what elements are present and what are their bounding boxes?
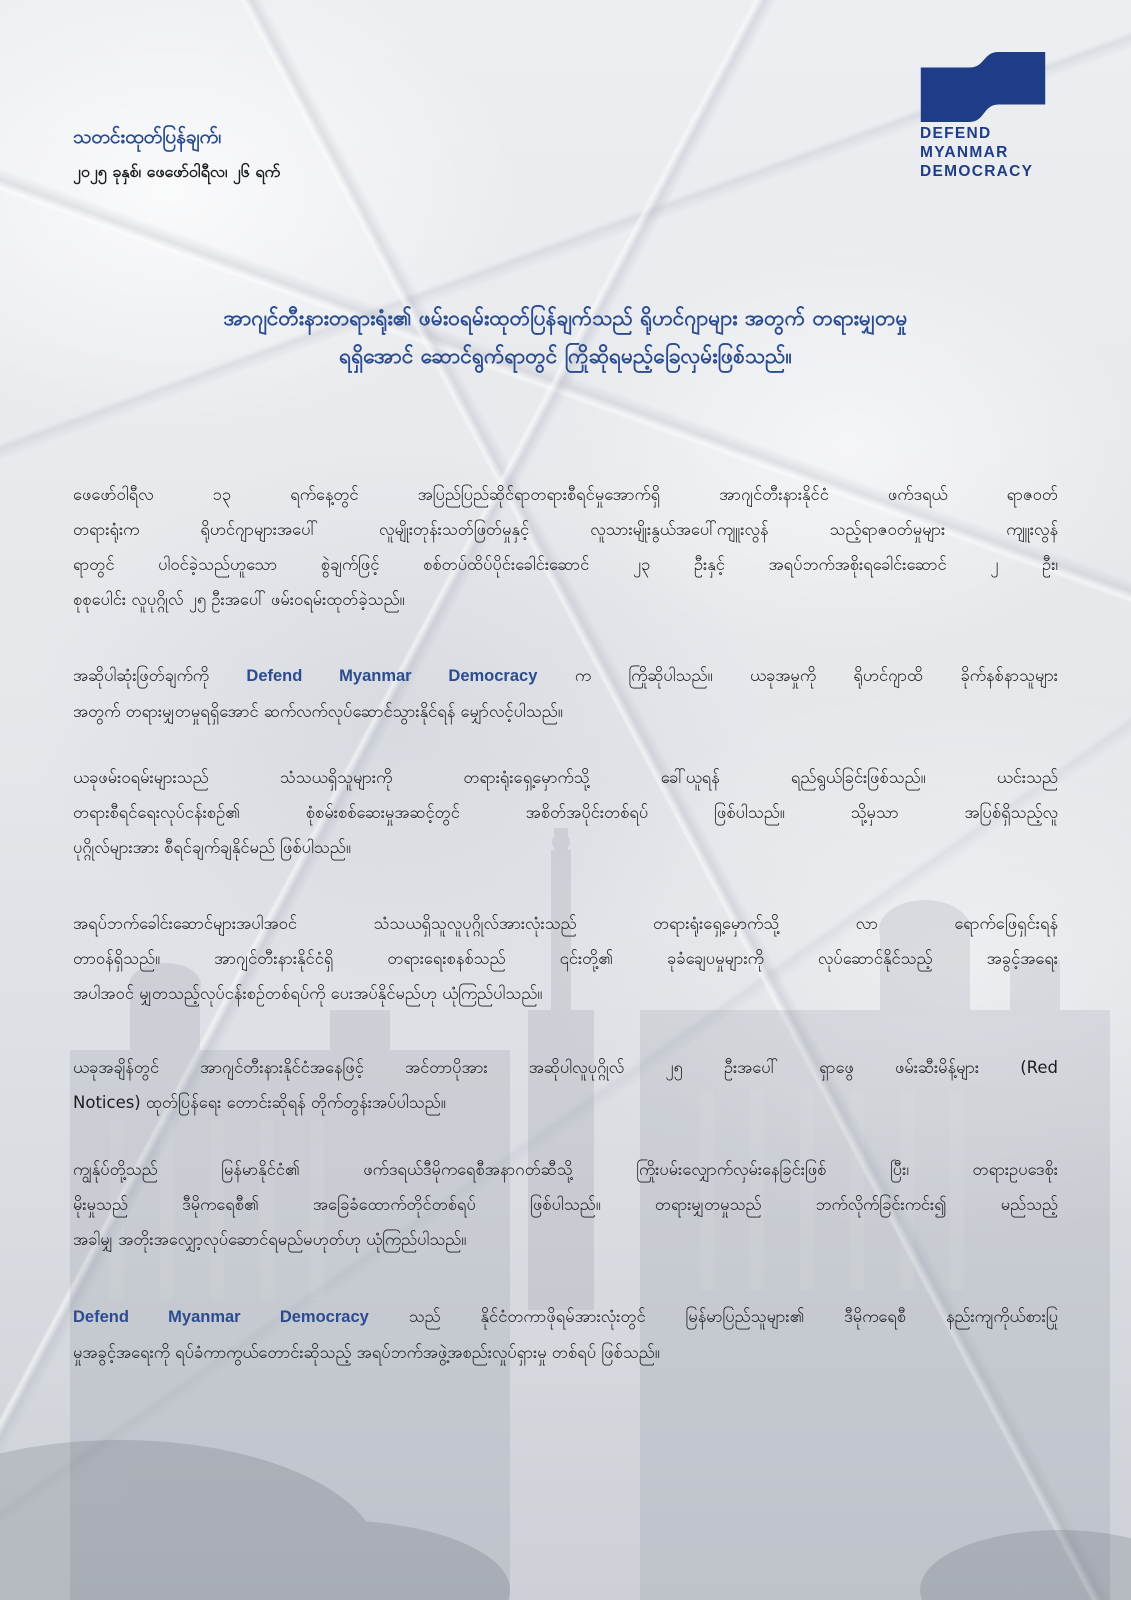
headline-line: ရရှိအောင် ဆောင်ရွက်ရာတွင် ကြိုဆိုရမည့်ခြေလှမ်းဖြစ်သည်။: [339, 344, 792, 368]
logo-word-democracy: DEMOCRACY: [920, 163, 1034, 180]
paragraph-red-notices: [73, 1050, 1058, 1120]
paragraph-line: အရပ်ဘက်ခေါင်းဆောင်များအပါအဝင် သံသယရှိသူလူပုဂ္ဂိုလ်အားလုံးသည် တရားရုံးရှေ့မှောက်သို့ လာ ရောက်ဖြေရှင်းရန်: [73, 914, 1058, 933]
paragraph-line: အပါအဝင် မျှတသည့်လုပ်ငန်းစဉ်တစ်ရပ်ကို ပေးအပ်နိုင်မည်ဟု ယုံကြည်ပါသည်။: [73, 984, 543, 1003]
paragraph-line: ယခုအချိန်တွင် အာဂျင်တီးနားနိုင်ငံအနေဖြင့် အင်တာပိုအား အဆိုပါလူပုဂ္ဂိုလ် ၂၅ ဦးအပေါ် ရှာဖွေ ဖမ်းဆီးမိန့်များ (Red: [73, 1058, 1058, 1077]
paragraph-rule-of-law: [73, 1152, 1058, 1257]
paragraph-line: တရားရုံးက ရိုဟင်ဂျာများအပေါ် လူမျိုးတုန်းသတ်ဖြတ်မှုနှင့် လူသားမျိုးနွယ်အပေါ်ကျူးလွန် သည့်ရာဇဝတ်မှုများ ကျူးလွန်: [73, 520, 1058, 539]
paragraph-welcome-decision: [73, 658, 1058, 729]
logo-wordmark: [920, 124, 1060, 181]
release-date: ၂၀၂၅ ခုနှစ်၊ ဖေဖော်ဝါရီလ၊ ၂၆ ရက်: [73, 162, 281, 181]
logo-word-myanmar: MYANMAR: [920, 144, 1009, 161]
logo-mark-icon: [920, 52, 1046, 122]
paragraph-line: ရာတွင် ပါဝင်ခဲ့သည်ဟူသော စွဲချက်ဖြင့် စစ်တပ်ထိပ်ပိုင်းခေါင်းဆောင် ၂၃ ဦးနှင့် အရပ်ဘက်အစိုးရခေါင်းဆောင် ၂ ဦး၊: [73, 555, 1058, 574]
paragraph-line: အခါမျှ အတိုးအလျှော့လုပ်ဆောင်ရမည်မဟုတ်ဟု ယုံကြည်ပါသည်။: [73, 1230, 467, 1249]
paragraph-purpose-of-warrants: [73, 760, 1058, 865]
headline-line: အာဂျင်တီးနားတရားရုံး၏ ဖမ်းဝရမ်းထုတ်ပြန်ချက်သည် ရိုဟင်ဂျာများ အတွက် တရားမျှတမှု: [223, 306, 908, 330]
paragraph-text: က ကြိုဆိုပါသည်။ ယခုအမှုကို ရိုဟင်ဂျာထိ ခိုက်နစ်နာသူများ: [574, 666, 1058, 685]
logo-word-defend: DEFEND: [920, 125, 992, 142]
paragraph-line: ယခုဖမ်းဝရမ်းများသည် သံသယရှိသူများကို တရားရုံးရှေ့မှောက်သို့ ခေါ်ယူရန် ရည်ရွယ်ခြင်းဖြစ်သည်။ ယင်းသည်: [73, 768, 1058, 787]
paragraph-line: အတွက် တရားမျှတမှုရရှိအောင် ဆက်လက်လုပ်ဆောင်သွားနိုင်ရန် မျှော်လင့်ပါသည်။: [73, 702, 563, 721]
paragraph-line: မှုအခွင့်အရေးကို ရပ်ခံကာကွယ်တောင်းဆိုသည့် အရပ်ဘက်အဖွဲ့အစည်းလှုပ်ရှားမှု တစ်ရပ် ဖြစ်သည်။: [73, 1343, 660, 1362]
paragraph-line: [73, 1299, 1058, 1335]
paragraph-line: ကျွန်ုပ်တို့သည် မြန်မာနိုင်ငံ၏ ဖက်ဒရယ်ဒီမိုကရေစီအနာဂတ်ဆီသို့ ကြိုးပမ်းလျှောက်လှမ်းနေခြင်းဖြစ် ပြီး၊ တရားဥပဒေစိုး: [73, 1160, 1058, 1179]
paragraph-line: မိုးမှုသည် ဒီမိုကရေစီ၏ အခြေခံထောက်တိုင်တစ်ရပ် ဖြစ်ပါသည်။ တရားမျှတမှုသည် ဘက်လိုက်ခြင်းကင်း၍ မည်သည့်: [73, 1195, 1058, 1214]
paragraph-about-organization: [73, 1299, 1058, 1370]
organization-name: Defend Myanmar Democracy: [246, 667, 538, 685]
headline: [20, 299, 1111, 375]
paragraph-text: သည် နိုင်ငံတကာဖိုရမ်အားလုံးတွင် မြန်မာပြည်သူများ၏ ဒီမိုကရေစီ နည်းကျကိုယ်စားပြု: [408, 1307, 1058, 1326]
organization-name: Defend Myanmar Democracy: [73, 1308, 369, 1326]
paragraph-line: စုစုပေါင်း လူပုဂ္ဂိုလ် ၂၅ ဦးအပေါ် ဖမ်းဝရမ်းထုတ်ခဲ့သည်။: [73, 590, 405, 609]
paragraph-line: ပုဂ္ဂိုလ်များအား စီရင်ချက်ချနိုင်မည် ဖြစ်ပါသည်။: [73, 838, 351, 857]
paragraph-line: [73, 658, 1058, 694]
paragraph-line: တရားစီရင်ရေးလုပ်ငန်းစဉ်၏ စုံစမ်းစစ်ဆေးမှုအဆင့်တွင် အစိတ်အပိုင်းတစ်ရပ် ဖြစ်ပါသည်။ သို့မှသာ အပြစ်ရှိသည့်လူ: [73, 803, 1058, 822]
paragraph-line: Notices) ထုတ်ပြန်ရေး တောင်းဆိုရန် တိုက်တွန်းအပ်ပါသည်။: [73, 1093, 446, 1112]
paragraph-line: တာဝန်ရှိသည်။ အာဂျင်တီးနားနိုင်ငံရှိ တရားရေးစနစ်သည် ၎င်းတို့၏ ခုခံချေပမှုများကို လုပ်ဆောင်နိုင်သည့် အခွင့်အရေး: [73, 949, 1058, 968]
paragraph-line: ဖေဖော်ဝါရီလ ၁၃ ရက်နေ့တွင် အပြည်ပြည်ဆိုင်ရာတရားစီရင်မှုအောက်ရှိ အာဂျင်တီးနားနိုင်ငံ ဖက်ဒရယ် ရာဇဝတ်: [73, 485, 1058, 504]
paragraph-fair-process: [73, 906, 1058, 1011]
press-release-label: သတင်းထုတ်ပြန်ချက်၊: [73, 126, 222, 148]
organization-logo: [920, 52, 1060, 181]
paragraph-warrants-issued: [73, 477, 1058, 617]
paragraph-text: အဆိုပါဆုံးဖြတ်ချက်ကို: [73, 666, 209, 685]
